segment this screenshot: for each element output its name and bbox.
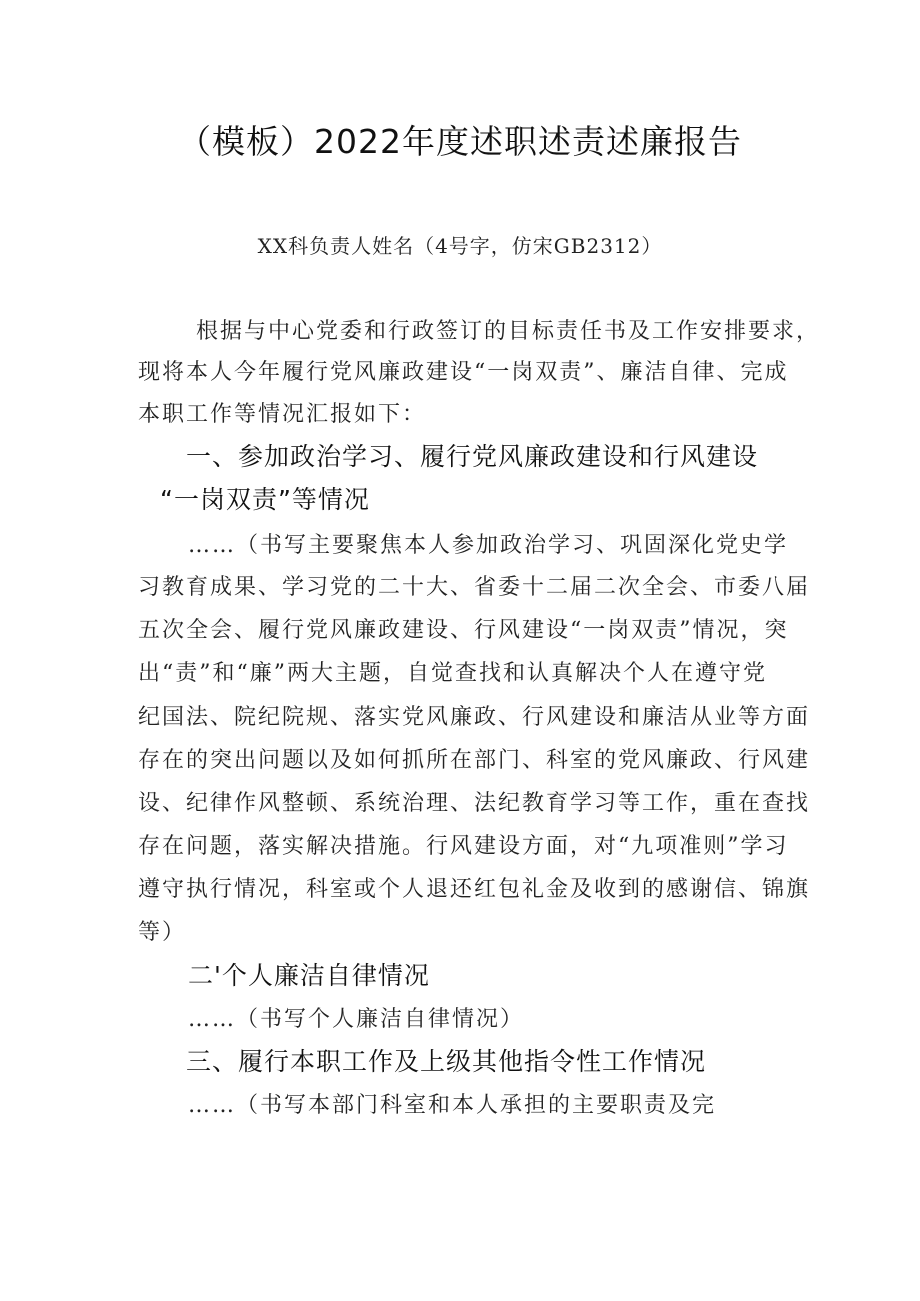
section3-heading: 三、履行本职工作及上级其他指令性工作情况	[186, 1047, 707, 1076]
section1-body-line-8: 存在问题，落实解决措施。行风建设方面，对“九项准则”学习	[138, 834, 789, 859]
document-title: （模板）2022年度述职述责述廉报告	[178, 122, 742, 161]
section1-body-line-10: 等）	[138, 920, 187, 945]
author-line: XX科负责人姓名（4号字，仿宋GB2312）	[257, 234, 663, 258]
section1-body-line-6: 存在的突出问题以及如何抓所在部门、科室的党风廉政、行风建	[138, 748, 811, 773]
section1-body-line-1: ……（书写主要聚焦本人参加政治学习、巩固深化党史学	[188, 533, 789, 558]
section1-body-line-9: 遵守执行情况，科室或个人退还红包礼金及收到的感谢信、锦旗	[138, 877, 811, 902]
section3-body: ……（书写本部门科室和本人承担的主要职责及完	[188, 1093, 717, 1118]
intro-line-2: 现将本人今年履行党风廉政建设“一岗双责”、廉洁自律、完成	[138, 360, 789, 385]
section2-body: ……（书写个人廉洁自律情况）	[188, 1007, 525, 1032]
section2-heading: 二'个人廉洁自律情况	[188, 961, 430, 990]
section1-body-line-7: 设、纪律作风整顿、系统治理、法纪教育学习等工作，重在查找	[138, 791, 811, 816]
section1-body-line-3: 五次全会、履行党风廉政建设、行风建设“一岗双责”情况，突	[138, 618, 789, 643]
section1-body-line-2: 习教育成果、学习党的二十大、省委十二届二次全会、市委八届	[138, 575, 811, 600]
intro-line-3: 本职工作等情况汇报如下：	[138, 402, 427, 427]
intro-line-1: 根据与中心党委和行政签订的目标责任书及工作安排要求，	[196, 319, 821, 344]
section1-body-line-5: 纪国法、院纪院规、落实党风廉政、行风建设和廉洁从业等方面	[138, 705, 811, 730]
section1-body-line-4: 出“责”和“廉”两大主题，自觉查找和认真解决个人在遵守党	[138, 661, 767, 686]
section1-heading-line-1: 一、参加政治学习、履行党风廉政建设和行风建设	[186, 442, 759, 471]
section1-heading-line-2: “一岗双责”等情况	[160, 485, 370, 514]
